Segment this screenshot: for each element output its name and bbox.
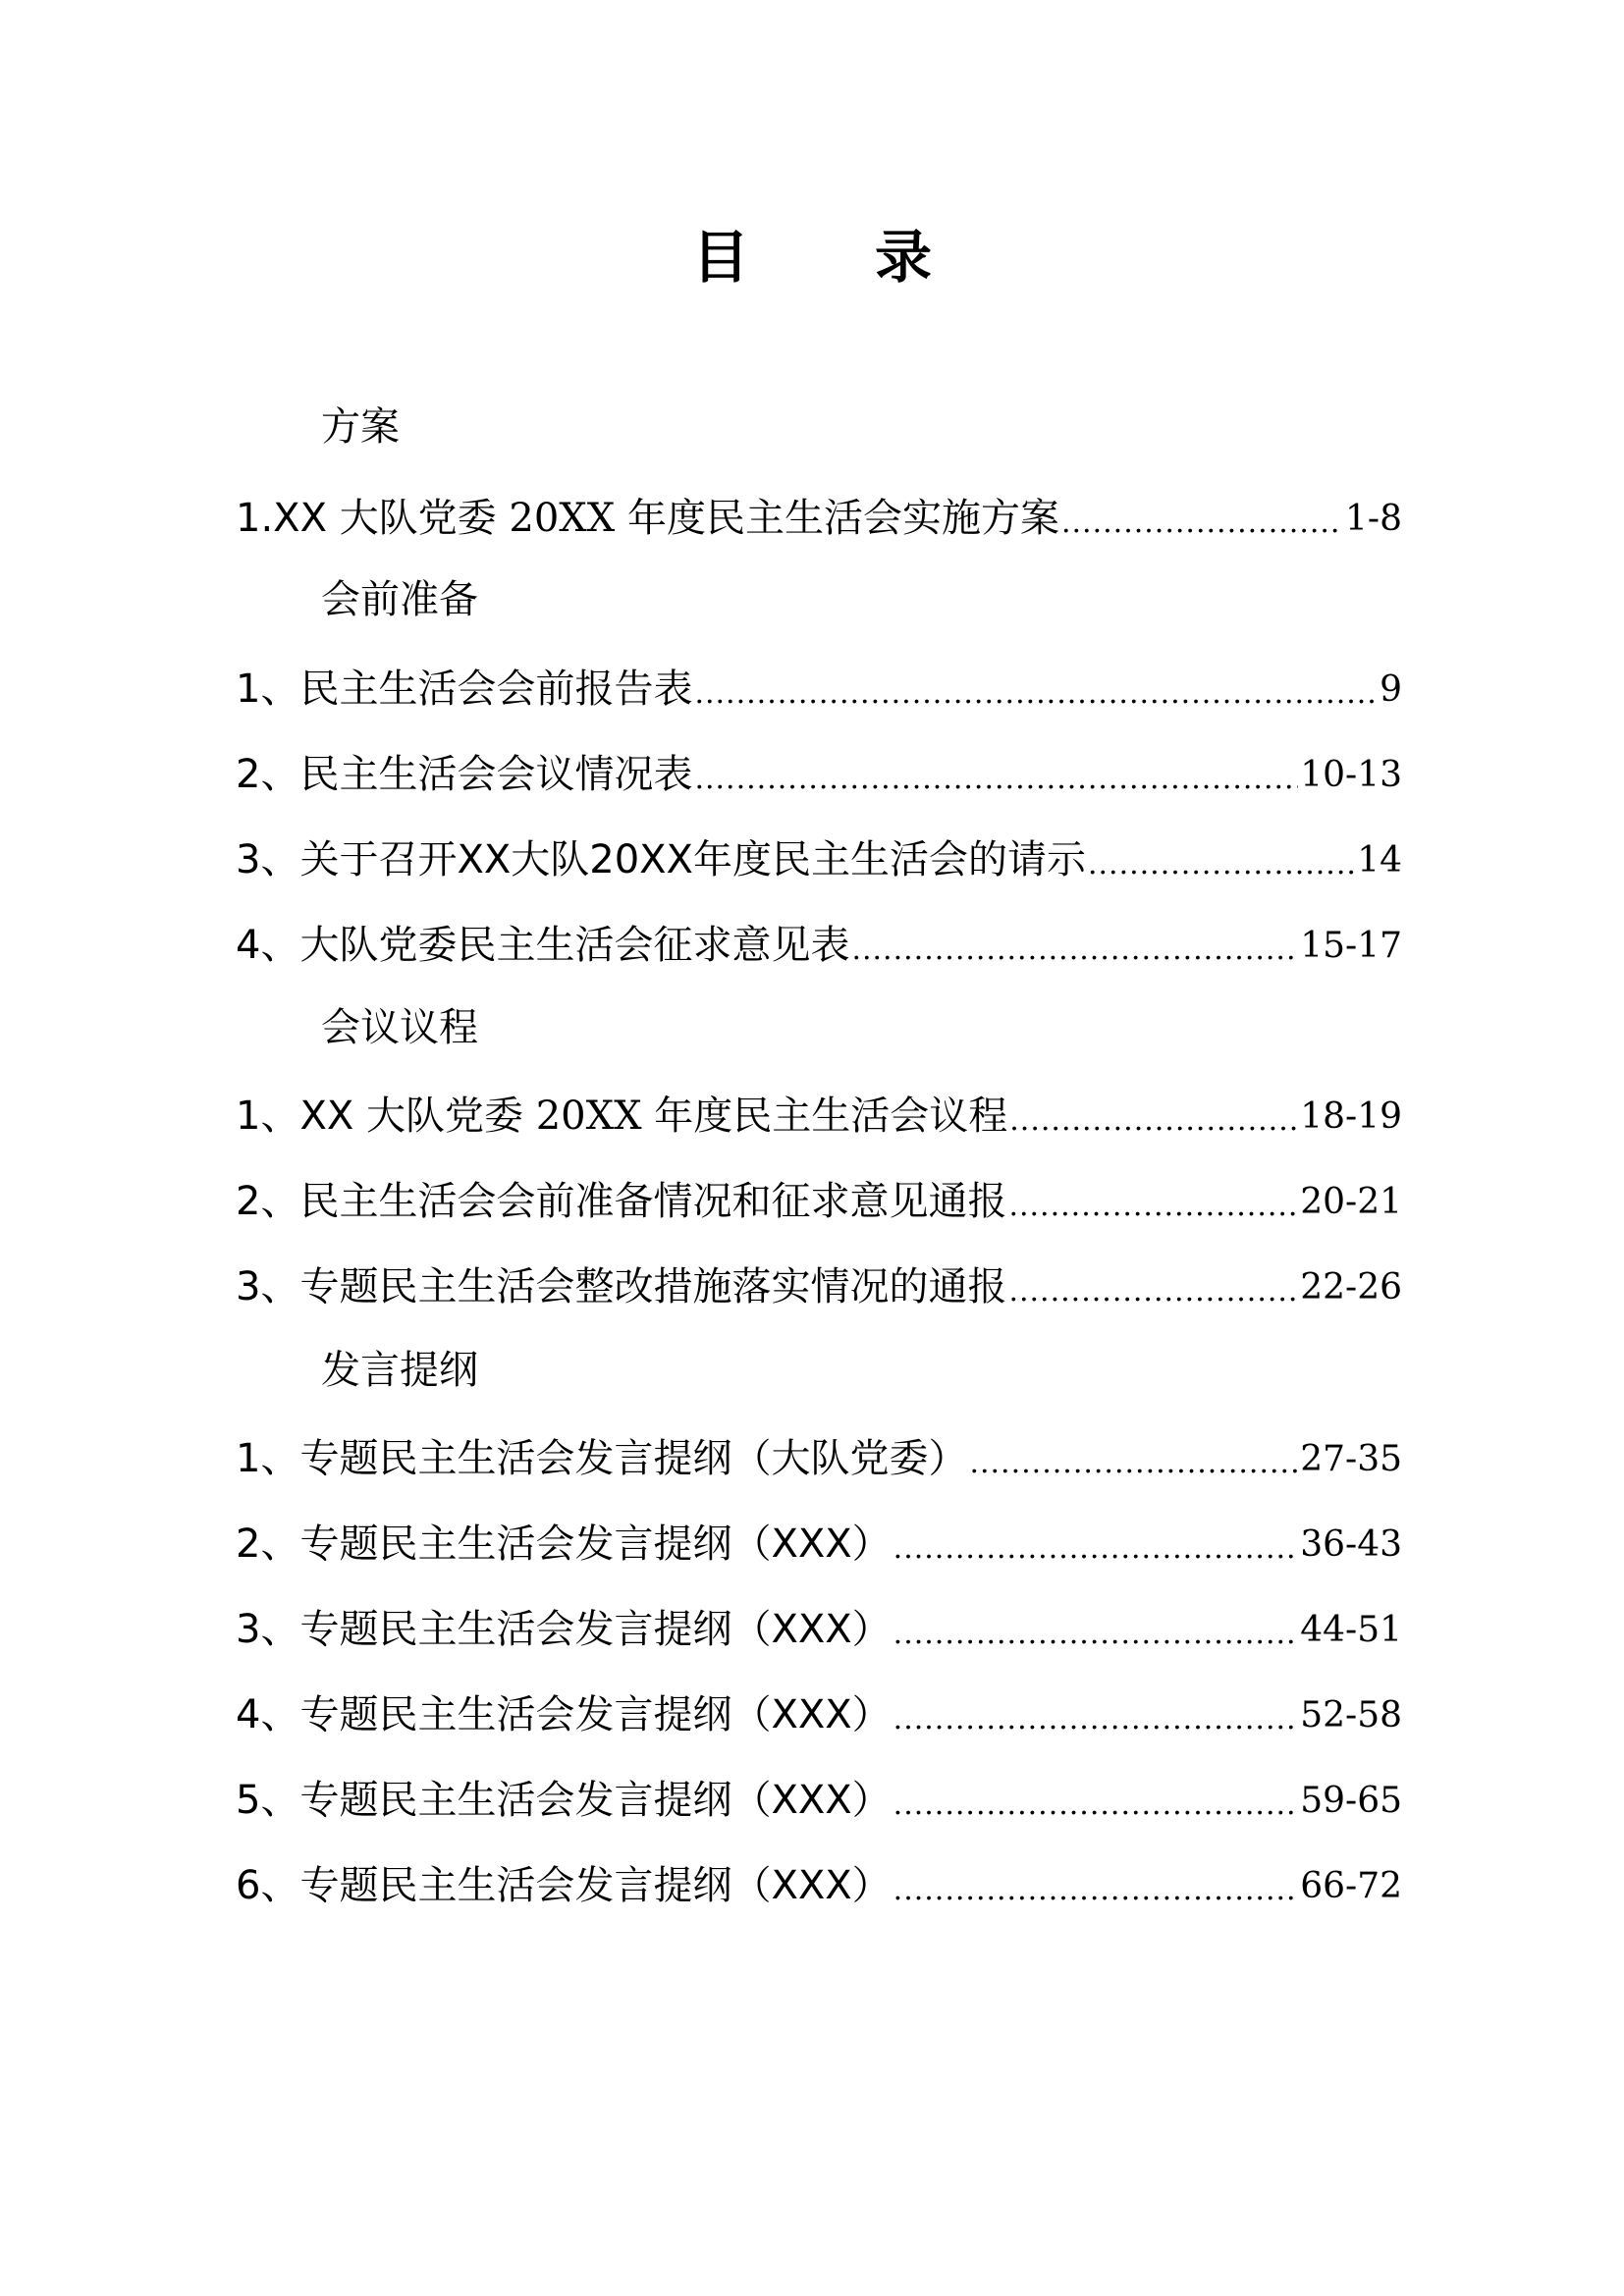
- dot-leader: [893, 1868, 1299, 1913]
- toc-entry-pages: 9: [1380, 669, 1402, 710]
- dot-leader: [1008, 1184, 1298, 1229]
- toc-entry-pages: 59-65: [1300, 1781, 1402, 1821]
- toc-entry-label: 2、民主生活会会前准备情况和征求意见通报: [236, 1179, 1007, 1224]
- toc-section-heading: 会议议程: [321, 1005, 478, 1050]
- toc-entry-label: 2、专题民主生活会发言提纲（XXX）: [236, 1522, 892, 1567]
- toc-entry[interactable]: [236, 491, 1402, 546]
- toc-entry-pages: 10-13: [1300, 755, 1402, 795]
- toc-entry[interactable]: [236, 662, 1402, 717]
- toc-entry[interactable]: [236, 832, 1402, 887]
- toc-entry-pages: 18-19: [1300, 1096, 1402, 1137]
- toc-entry[interactable]: [236, 1089, 1402, 1144]
- dot-leader: [1008, 1269, 1298, 1314]
- toc-entry[interactable]: [236, 1517, 1402, 1572]
- dot-leader: [969, 1441, 1298, 1486]
- toc-entry-pages: 1-8: [1345, 499, 1402, 539]
- dot-leader: [1088, 842, 1355, 887]
- toc-entry-pages: 52-58: [1300, 1695, 1402, 1735]
- dot-leader: [694, 671, 1378, 717]
- toc-entry[interactable]: [236, 918, 1402, 973]
- dot-leader: [893, 1526, 1299, 1572]
- dot-leader: [694, 757, 1298, 802]
- toc-entry[interactable]: [236, 1431, 1402, 1486]
- toc-entry-label: 3、专题民主生活会发言提纲（XXX）: [236, 1607, 892, 1652]
- dot-leader: [851, 928, 1298, 973]
- toc-entry-label: 6、专题民主生活会发言提纲（XXX）: [236, 1863, 892, 1908]
- toc-entry[interactable]: [236, 1858, 1402, 1913]
- dot-leader: [1061, 501, 1343, 546]
- toc-entry[interactable]: [236, 1174, 1402, 1229]
- page-title-char-1: 目: [691, 224, 749, 291]
- toc-section-heading: 发言提纲: [321, 1348, 478, 1393]
- toc-entry-label: 3、专题民主生活会整改措施落实情况的通报: [236, 1264, 1007, 1309]
- toc-section-heading: 方案: [321, 404, 400, 450]
- toc-section-heading: 会前准备: [321, 577, 478, 622]
- dot-leader: [893, 1783, 1299, 1828]
- toc-entry-label: 1、专题民主生活会发言提纲（大队党委）: [236, 1436, 968, 1481]
- toc-entry-label: 4、大队党委民主生活会征求意见表: [236, 923, 850, 968]
- toc-entry[interactable]: [236, 1259, 1402, 1314]
- toc-entry-label: 1、民主生活会会前报告表: [236, 667, 693, 712]
- toc-entry-label: 4、专题民主生活会发言提纲（XXX）: [236, 1692, 892, 1737]
- dot-leader: [893, 1697, 1299, 1742]
- toc-entry-pages: 36-43: [1300, 1524, 1402, 1565]
- toc-entry[interactable]: [236, 1773, 1402, 1828]
- page-title-char-2: 录: [875, 224, 933, 291]
- toc-entry-label: 2、民主生活会会议情况表: [236, 752, 693, 797]
- toc-entry-label: 1、XX 大队党委 20XX 年度民主生活会议程: [236, 1094, 1008, 1139]
- toc-entry-pages: 27-35: [1300, 1439, 1402, 1479]
- toc-entry-label: 5、专题民主生活会发言提纲（XXX）: [236, 1778, 892, 1823]
- toc-entry[interactable]: [236, 1687, 1402, 1742]
- dot-leader: [1009, 1098, 1298, 1144]
- toc-entry-pages: 20-21: [1300, 1182, 1402, 1222]
- toc-entry-pages: 15-17: [1300, 926, 1402, 966]
- toc-entry-pages: 14: [1357, 840, 1402, 881]
- toc-entry-pages: 66-72: [1300, 1866, 1402, 1906]
- toc-entry-pages: 44-51: [1300, 1610, 1402, 1650]
- toc-entry[interactable]: [236, 747, 1402, 802]
- toc-entry-label: 1.XX 大队党委 20XX 年度民主生活会实施方案: [236, 496, 1059, 541]
- toc-entry-pages: 22-26: [1300, 1267, 1402, 1308]
- toc-entry[interactable]: [236, 1602, 1402, 1657]
- toc-entry-label: 3、关于召开XX大队20XX年度民主生活会的请示: [236, 837, 1086, 882]
- dot-leader: [893, 1612, 1299, 1657]
